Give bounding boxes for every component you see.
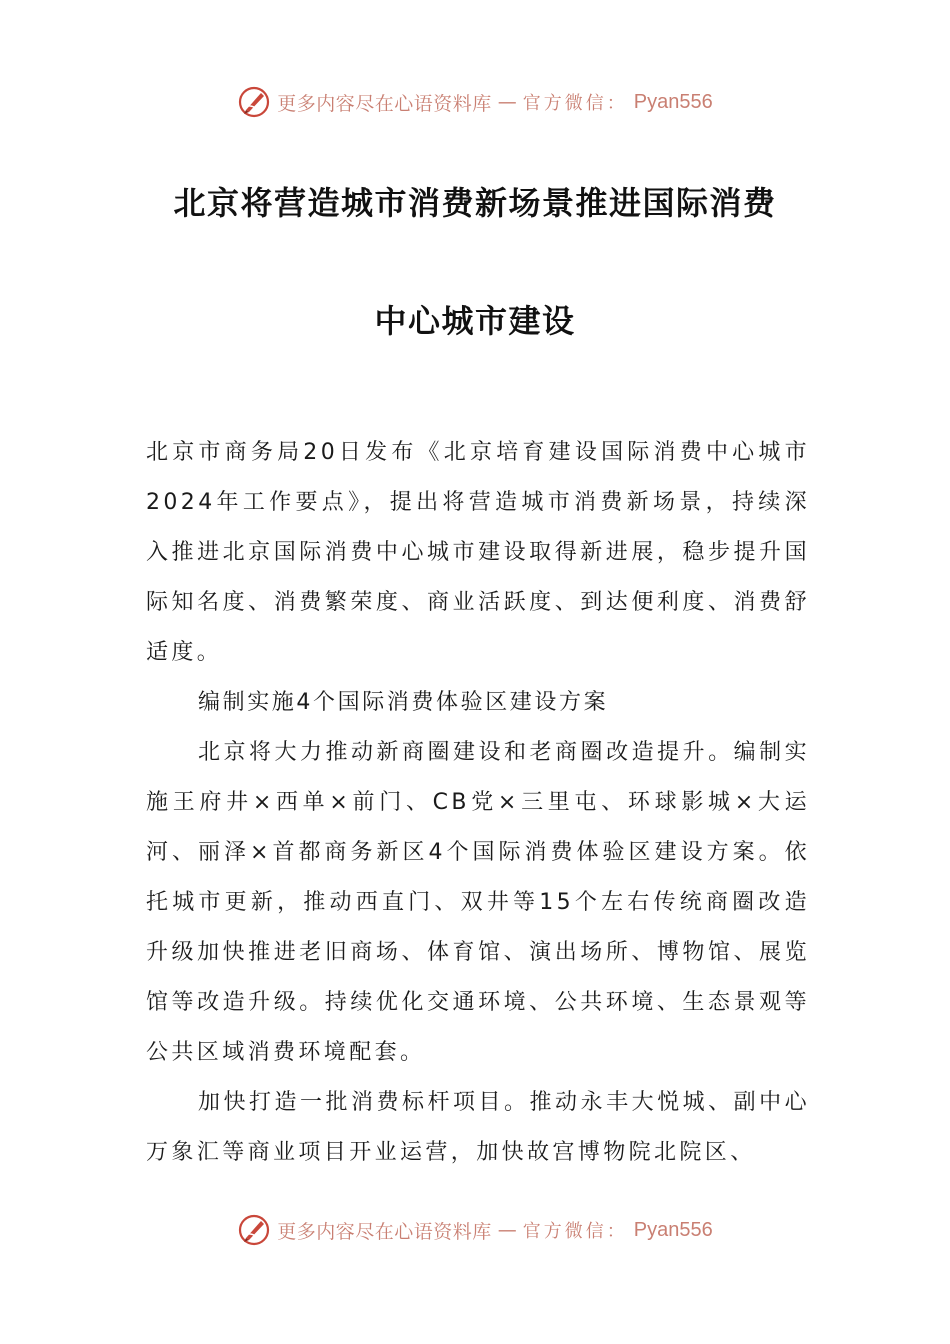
watermark-wechat-id: Pyan556 xyxy=(633,90,713,113)
pen-logo-icon xyxy=(237,85,271,119)
paragraph-business-districts: 北京将大力推动新商圈建设和老商圈改造提升。编制实施王府井×西单×前门、CB党×三里屯、环球影城×大运河、丽泽×首都商务新区4个国际消费体验区建设方案。依托城市更新，推动西直门、双井等15个左右传统商圈改造升级加快推进老旧商场、体育馆、演出场所、博物馆、展览馆等改造升级。持续优化交通环境、公共环境、生态景观等公共区域消费环境配套。 xyxy=(146,740,810,1065)
watermark-wechat-id: Pyan556 xyxy=(633,1218,713,1241)
footer-watermark xyxy=(0,1210,950,1250)
watermark-wechat-label: 官方微信： xyxy=(522,1221,628,1242)
watermark-dash: — xyxy=(497,1219,517,1241)
watermark-wechat-label: 官方微信： xyxy=(522,93,628,114)
page-title-line-1: 北京将营造城市消费新场景推进国际消费 xyxy=(173,184,777,222)
watermark-text: 更多内容尽在心语资料库 xyxy=(277,1220,492,1243)
pen-logo-icon xyxy=(237,1213,271,1247)
watermark-dash: — xyxy=(497,91,517,113)
section-heading: 编制实施4个国际消费体验区建设方案 xyxy=(198,690,609,715)
paragraph-benchmark-projects: 加快打造一批消费标杆项目。推动永丰大悦城、副中心万象汇等商业项目开业运营，加快故宫博物院北院区、 xyxy=(146,1090,810,1165)
page-title-line-2: 中心城市建设 xyxy=(374,302,576,340)
article-body xyxy=(146,428,810,1178)
paragraph-intro: 北京市商务局20日发布《北京培育建设国际消费中心城市2024年工作要点》，提出将营造城市消费新场景，持续深入推进北京国际消费中心城市建设取得新进展，稳步提升国际知名度、消费繁荣度、商业活跃度、到达便利度、消费舒适度。 xyxy=(146,440,810,665)
watermark-text: 更多内容尽在心语资料库 xyxy=(277,92,492,115)
header-watermark xyxy=(0,82,950,122)
